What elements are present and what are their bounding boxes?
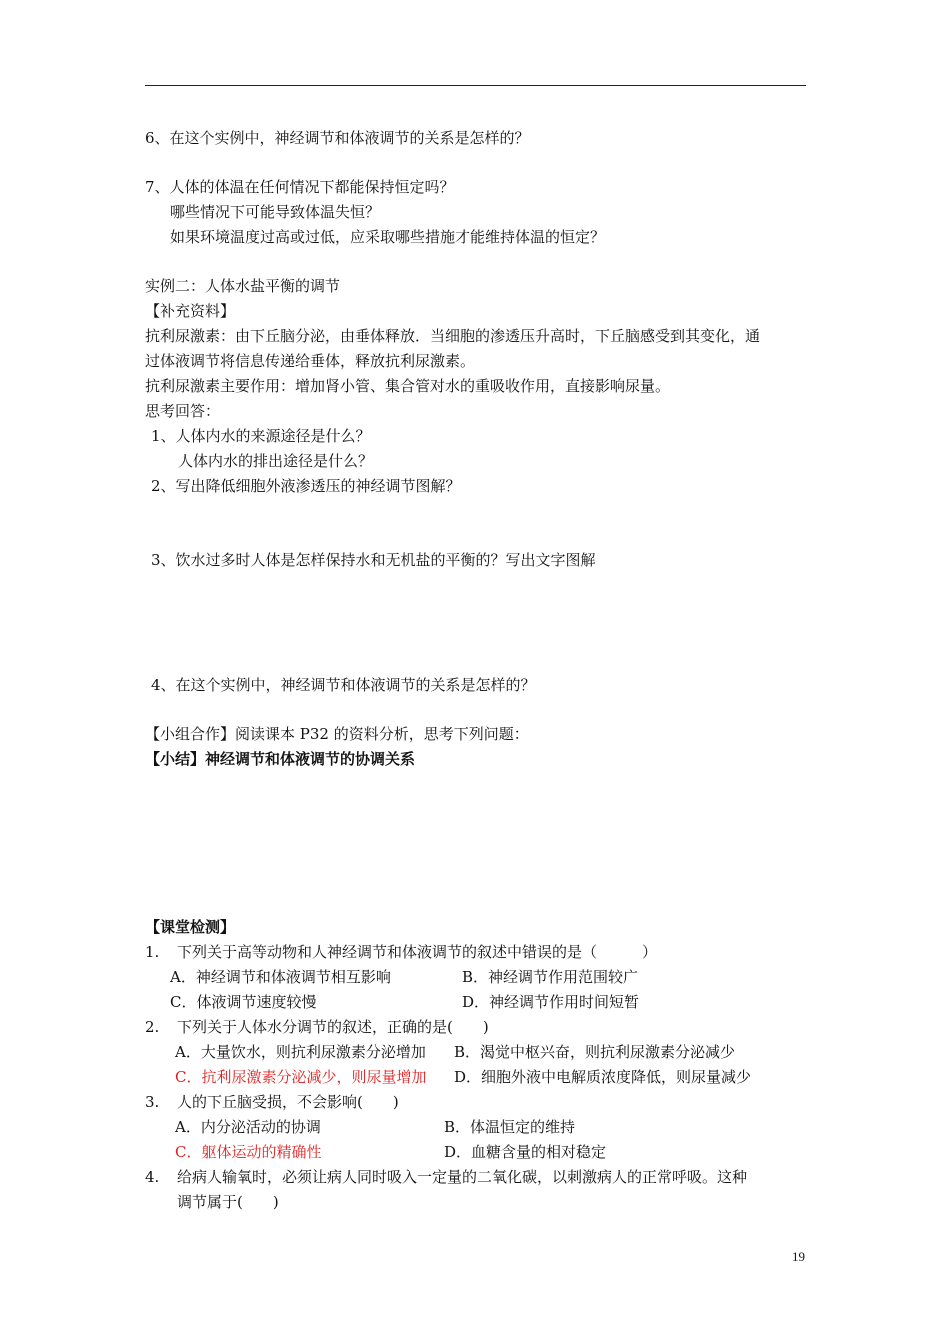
q1-number: 1. bbox=[145, 943, 160, 961]
q2-stem: 下列关于人体水分调节的叙述，正确的是( ) bbox=[177, 1018, 489, 1036]
adh-function: 抗利尿激素主要作用：增加肾小管、集合管对水的重吸收作用，直接影响尿量。 bbox=[145, 377, 671, 395]
q3-number: 3. bbox=[145, 1093, 160, 1111]
q3-option-a: A．内分泌活动的协调 bbox=[175, 1118, 321, 1136]
q1-option-b: B．神经调节作用范围较广 bbox=[462, 968, 639, 986]
adh-paragraph-line-2: 过体液调节将信息传递给垂体，释放抗利尿激素。 bbox=[145, 352, 476, 370]
class-check-heading: 【课堂检测】 bbox=[145, 918, 236, 936]
question-7-sub-b: 哪些情况下可能导致体温失恒？ bbox=[170, 203, 381, 221]
think-heading: 思考回答： bbox=[145, 402, 221, 420]
question-6: 6、在这个实例中，神经调节和体液调节的关系是怎样的？ bbox=[145, 129, 530, 147]
q2-option-a: A．大量饮水，则抗利尿激素分泌增加 bbox=[175, 1043, 426, 1061]
q4-stem-line-2: 调节属于( ) bbox=[177, 1193, 279, 1211]
q4-number: 4. bbox=[145, 1168, 160, 1186]
q3-option-d: D．血糖含量的相对稳定 bbox=[444, 1143, 607, 1161]
supplement-heading: 【补充资料】 bbox=[145, 302, 236, 320]
q4-stem-line-1: 给病人输氧时，必须让病人同时吸入一定量的二氧化碳，以刺激病人的正常呼吸。这种 bbox=[177, 1168, 748, 1186]
think-question-1a: 1、人体内水的来源途径是什么？ bbox=[151, 427, 371, 445]
page-number: 19 bbox=[792, 1249, 805, 1264]
group-cooperation: 【小组合作】阅读课本 P32 的资料分析，思考下列问题： bbox=[145, 725, 529, 743]
think-question-2: 2、写出降低细胞外液渗透压的神经调节图解？ bbox=[151, 477, 461, 495]
q1-stem: 下列关于高等动物和人神经调节和体液调节的叙述中错误的是（ ） bbox=[177, 943, 658, 961]
example-2-title: 实例二：人体水盐平衡的调节 bbox=[145, 277, 341, 295]
q1-option-a: A．神经调节和体液调节相互影响 bbox=[170, 968, 391, 986]
q2-option-b: B．渴觉中枢兴奋，则抗利尿激素分泌减少 bbox=[454, 1043, 736, 1061]
question-7-sub-c: 如果环境温度过高或过低，应采取哪些措施才能维持体温的恒定？ bbox=[170, 228, 606, 246]
adh-paragraph-line-1: 抗利尿激素：由下丘脑分泌，由垂体释放．当细胞的渗透压升高时，下丘脑感受到其变化，通 bbox=[145, 327, 761, 345]
summary-heading: 【小结】神经调节和体液调节的协调关系 bbox=[145, 750, 416, 768]
q3-stem: 人的下丘脑受损，不会影响( ) bbox=[177, 1093, 399, 1111]
think-question-3: 3、饮水过多时人体是怎样保持水和无机盐的平衡的？写出文字图解 bbox=[151, 551, 596, 569]
think-question-1b: 人体内水的排出途径是什么？ bbox=[178, 452, 374, 470]
q2-option-c-answer: C．抗利尿激素分泌减少，则尿量增加 bbox=[175, 1068, 427, 1086]
q2-option-d: D．细胞外液中电解质浓度降低，则尿量减少 bbox=[454, 1068, 752, 1086]
question-7: 7、人体的体温在任何情况下都能保持恒定吗？ bbox=[145, 178, 455, 196]
q3-option-b: B．体温恒定的维持 bbox=[444, 1118, 576, 1136]
q3-option-c-answer: C．躯体运动的精确性 bbox=[175, 1143, 322, 1161]
header-rule bbox=[145, 85, 806, 86]
q1-option-d: D．神经调节作用时间短暂 bbox=[462, 993, 640, 1011]
q1-option-c: C．体液调节速度较慢 bbox=[170, 993, 317, 1011]
think-question-4: 4、在这个实例中，神经调节和体液调节的关系是怎样的？ bbox=[151, 676, 536, 694]
q2-number: 2. bbox=[145, 1018, 160, 1036]
